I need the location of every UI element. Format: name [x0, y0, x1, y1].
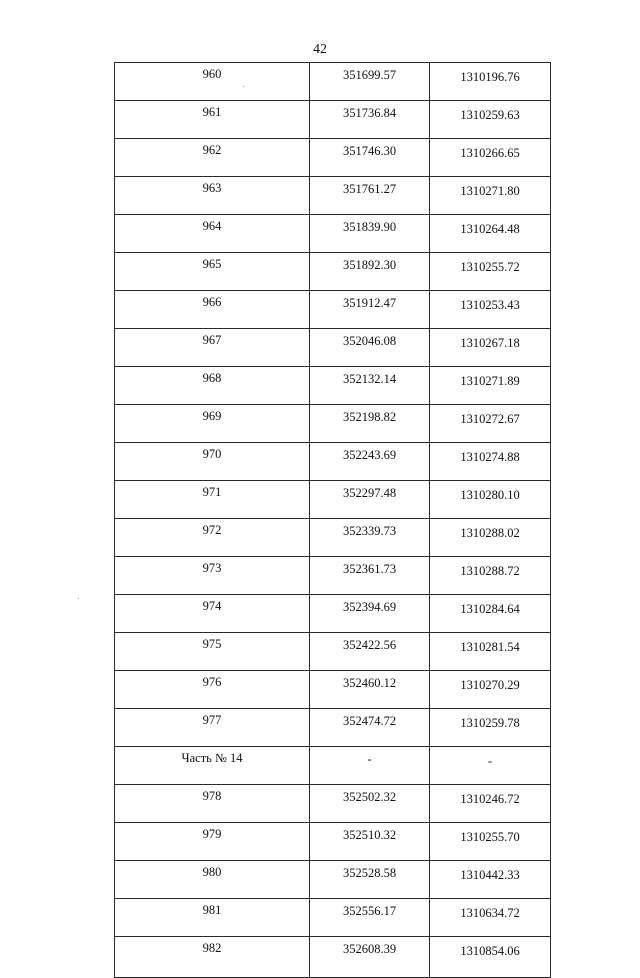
x-coordinate-cell: 351746.30 [310, 139, 430, 177]
x-coordinate-cell: 352046.08 [310, 329, 430, 367]
x-coordinate-cell: 351761.27 [310, 177, 430, 215]
y-coordinate-cell: 1310271.80 [430, 177, 551, 215]
table-row [115, 253, 551, 291]
scan-speck [243, 86, 244, 87]
table-row [115, 481, 551, 519]
table-row [115, 367, 551, 405]
table-row [115, 177, 551, 215]
point-number-cell: 962 [115, 139, 310, 177]
x-coordinate-cell: 352422.56 [310, 633, 430, 671]
point-number-cell: 977 [115, 709, 310, 747]
point-number-cell: 960 [115, 63, 310, 101]
point-number-cell: 981 [115, 899, 310, 937]
coordinates-table-body [115, 63, 551, 978]
y-coordinate-cell: 1310196.76 [430, 63, 551, 101]
x-coordinate-cell: 352460.12 [310, 671, 430, 709]
coordinates-table [114, 62, 551, 978]
point-number-cell: 969 [115, 405, 310, 443]
table-row [115, 709, 551, 747]
point-number-cell: 967 [115, 329, 310, 367]
y-coordinate-cell: 1310259.63 [430, 101, 551, 139]
y-coordinate-cell: 1310253.43 [430, 291, 551, 329]
y-coordinate-cell: 1310267.18 [430, 329, 551, 367]
x-coordinate-cell: 352556.17 [310, 899, 430, 937]
point-number-cell: 972 [115, 519, 310, 557]
x-coordinate-cell: 352510.32 [310, 823, 430, 861]
table-row [115, 329, 551, 367]
point-number-cell: Часть № 14 [115, 747, 310, 785]
table-row [115, 63, 551, 101]
table-row [115, 823, 551, 861]
point-number-cell: 970 [115, 443, 310, 481]
table-row [115, 519, 551, 557]
x-coordinate-cell: 352394.69 [310, 595, 430, 633]
point-number-cell: 982 [115, 937, 310, 978]
table-row [115, 139, 551, 177]
table-row [115, 595, 551, 633]
y-coordinate-cell: - [430, 747, 551, 785]
y-coordinate-cell: 1310255.72 [430, 253, 551, 291]
y-coordinate-cell: 1310271.89 [430, 367, 551, 405]
y-coordinate-cell: 1310266.65 [430, 139, 551, 177]
table-row [115, 633, 551, 671]
table-row [115, 557, 551, 595]
y-coordinate-cell: 1310274.88 [430, 443, 551, 481]
y-coordinate-cell: 1310634.72 [430, 899, 551, 937]
point-number-cell: 978 [115, 785, 310, 823]
y-coordinate-cell: 1310281.54 [430, 633, 551, 671]
y-coordinate-cell: 1310246.72 [430, 785, 551, 823]
point-number-cell: 963 [115, 177, 310, 215]
y-coordinate-cell: 1310854.06 [430, 937, 551, 978]
scan-speck [78, 598, 79, 599]
y-coordinate-cell: 1310255.70 [430, 823, 551, 861]
table-row [115, 747, 551, 785]
point-number-cell: 975 [115, 633, 310, 671]
y-coordinate-cell: 1310288.02 [430, 519, 551, 557]
x-coordinate-cell: 352339.73 [310, 519, 430, 557]
point-number-cell: 980 [115, 861, 310, 899]
x-coordinate-cell: 351699.57 [310, 63, 430, 101]
x-coordinate-cell: 352502.32 [310, 785, 430, 823]
y-coordinate-cell: 1310284.64 [430, 595, 551, 633]
y-coordinate-cell: 1310272.67 [430, 405, 551, 443]
x-coordinate-cell: 351892.30 [310, 253, 430, 291]
y-coordinate-cell: 1310288.72 [430, 557, 551, 595]
x-coordinate-cell: 352528.58 [310, 861, 430, 899]
page-number: 42 [313, 42, 327, 57]
y-coordinate-cell: 1310259.78 [430, 709, 551, 747]
table-row [115, 899, 551, 937]
y-coordinate-cell: 1310442.33 [430, 861, 551, 899]
point-number-cell: 968 [115, 367, 310, 405]
point-number-cell: 971 [115, 481, 310, 519]
x-coordinate-cell: 351736.84 [310, 101, 430, 139]
point-number-cell: 973 [115, 557, 310, 595]
table-row [115, 785, 551, 823]
x-coordinate-cell: 352243.69 [310, 443, 430, 481]
y-coordinate-cell: 1310280.10 [430, 481, 551, 519]
point-number-cell: 964 [115, 215, 310, 253]
table-row [115, 291, 551, 329]
x-coordinate-cell: 352608.39 [310, 937, 430, 978]
x-coordinate-cell: 352198.82 [310, 405, 430, 443]
point-number-cell: 974 [115, 595, 310, 633]
table-row [115, 671, 551, 709]
x-coordinate-cell: 352132.14 [310, 367, 430, 405]
table-row [115, 861, 551, 899]
x-coordinate-cell: 351912.47 [310, 291, 430, 329]
table-row [115, 443, 551, 481]
point-number-cell: 979 [115, 823, 310, 861]
table-row [115, 101, 551, 139]
point-number-cell: 966 [115, 291, 310, 329]
table-row [115, 937, 551, 978]
x-coordinate-cell: 352297.48 [310, 481, 430, 519]
y-coordinate-cell: 1310264.48 [430, 215, 551, 253]
x-coordinate-cell: 352474.72 [310, 709, 430, 747]
point-number-cell: 965 [115, 253, 310, 291]
table-row [115, 405, 551, 443]
point-number-cell: 961 [115, 101, 310, 139]
table-row [115, 215, 551, 253]
x-coordinate-cell: 351839.90 [310, 215, 430, 253]
x-coordinate-cell: - [310, 747, 430, 785]
point-number-cell: 976 [115, 671, 310, 709]
y-coordinate-cell: 1310270.29 [430, 671, 551, 709]
x-coordinate-cell: 352361.73 [310, 557, 430, 595]
